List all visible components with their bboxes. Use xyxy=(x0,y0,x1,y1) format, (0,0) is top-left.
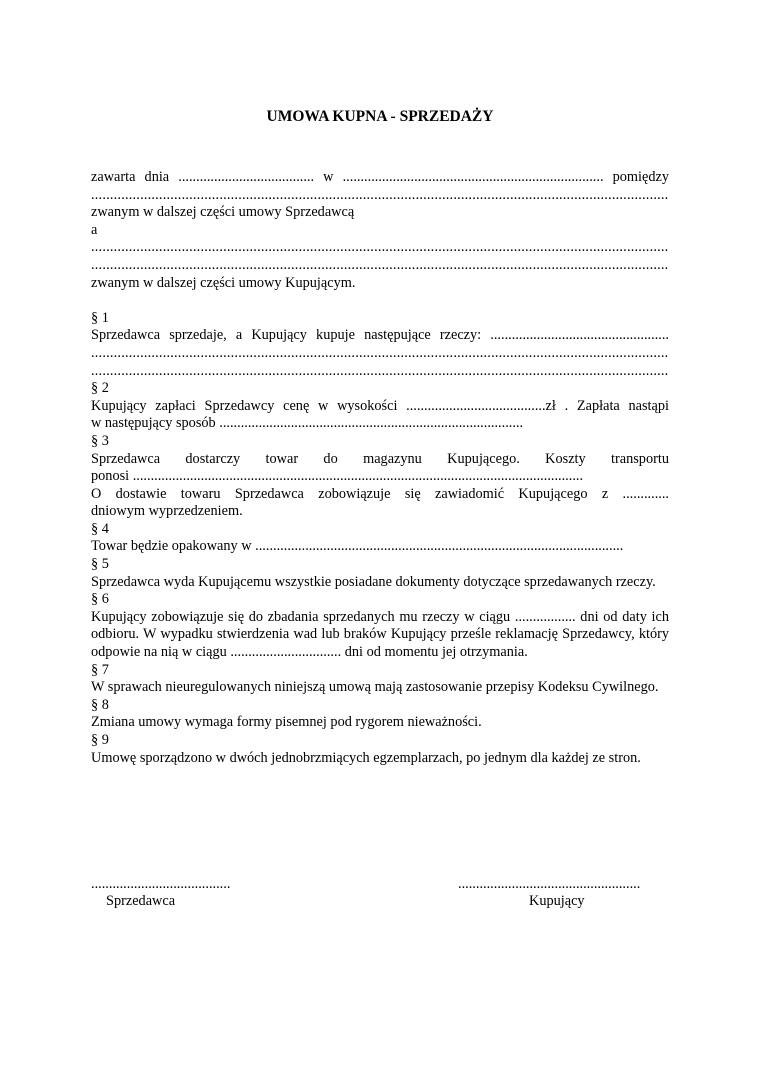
intro-conjunction: a xyxy=(91,221,98,238)
section-1-line-1: Sprzedawca sprzedaje, a Kupujący kupuje następujące rzeczy: .................................................. xyxy=(91,327,669,344)
section-2-heading: § 2 xyxy=(91,380,109,397)
section-8-heading: § 8 xyxy=(91,696,109,713)
section-3-heading: § 3 xyxy=(91,432,109,449)
section-6-text: Kupujący zobowiązuje się do zbadania sprzedanych mu rzeczy w ciągu ................. dni od daty ich odbioru. W wypadku stwierdzenia wad lub braków Kupujący prześle reklamację Sprzedawcy, który odpowie na nią w ciągu ............................... dni od momentu jej otrzymania. xyxy=(91,608,669,661)
section-9-heading: § 9 xyxy=(91,732,109,748)
section-3-line-3: O dostawie towaru Sprzedawca zobowiązuje się zawiadomić Kupującego z ............. xyxy=(91,485,669,502)
section-1-heading: § 1 xyxy=(91,309,109,326)
intro-date-place-line: zawarta dnia ...................................... w ......................................................................... pomiędzy xyxy=(91,169,669,185)
document-body xyxy=(91,169,669,767)
section-2-line-1: Kupujący zapłaci Sprzedawcy cenę w wysokości .......................................zł . Zapłata nastąpi xyxy=(91,397,669,414)
buyer-signature-line: ................................................... xyxy=(458,876,641,892)
seller-signature-label: Sprzedawca xyxy=(106,893,176,909)
spacer xyxy=(91,292,669,310)
section-7-heading: § 7 xyxy=(91,661,109,678)
section-3-line-4: dniowym wyprzedzeniem. xyxy=(91,503,243,520)
intro-buyer-blank-line-1: ......................................................................................................................................................... xyxy=(91,239,669,256)
buyer-signature-label: Kupujący xyxy=(529,893,585,909)
intro-buyer-blank-line-2: ......................................................................................................................................................... xyxy=(91,256,669,273)
intro-seller-blank-line: ......................................................................................................................................................... xyxy=(91,186,669,203)
document-title: UMOWA KUPNA - SPRZEDAŻY xyxy=(266,108,494,125)
section-5-heading: § 5 xyxy=(91,556,109,573)
section-2-line-2: w następujący sposób ..................................................................................... xyxy=(91,415,524,432)
section-6-heading: § 6 xyxy=(91,591,109,608)
section-1-line-2: ......................................................................................................................................................... xyxy=(91,344,669,361)
intro-seller-label: zwanym w dalszej części umowy Sprzedawcą xyxy=(91,204,355,221)
section-3-line-1: Sprzedawca dostarczy towar do magazynu Kupującego. Koszty transportu xyxy=(91,450,669,467)
intro-buyer-label: zwanym w dalszej części umowy Kupującym. xyxy=(91,274,356,291)
section-7-text: W sprawach nieuregulowanych niniejszą umową mają zastosowanie przepisy Kodeksu Cywilnego. xyxy=(91,679,659,696)
section-9-text: Umowę sporządzono w dwóch jednobrzmiących egzemplarzach, po jednym dla każdej ze stron. xyxy=(91,749,641,766)
section-4-heading: § 4 xyxy=(91,520,109,537)
section-8-text: Zmiana umowy wymaga formy pisemnej pod rygorem nieważności. xyxy=(91,714,482,731)
section-3-line-2: ponosi .............................................................................................................................. xyxy=(91,468,584,485)
section-5-text: Sprzedawca wyda Kupującemu wszystkie posiadane dokumenty dotyczące sprzedawanych rzeczy. xyxy=(91,573,656,590)
seller-signature-line: ....................................... xyxy=(91,876,231,892)
section-4-line-1: Towar będzie opakowany w ....................................................................................................... xyxy=(91,538,624,555)
section-1-line-3: ......................................................................................................................................................... xyxy=(91,362,669,379)
